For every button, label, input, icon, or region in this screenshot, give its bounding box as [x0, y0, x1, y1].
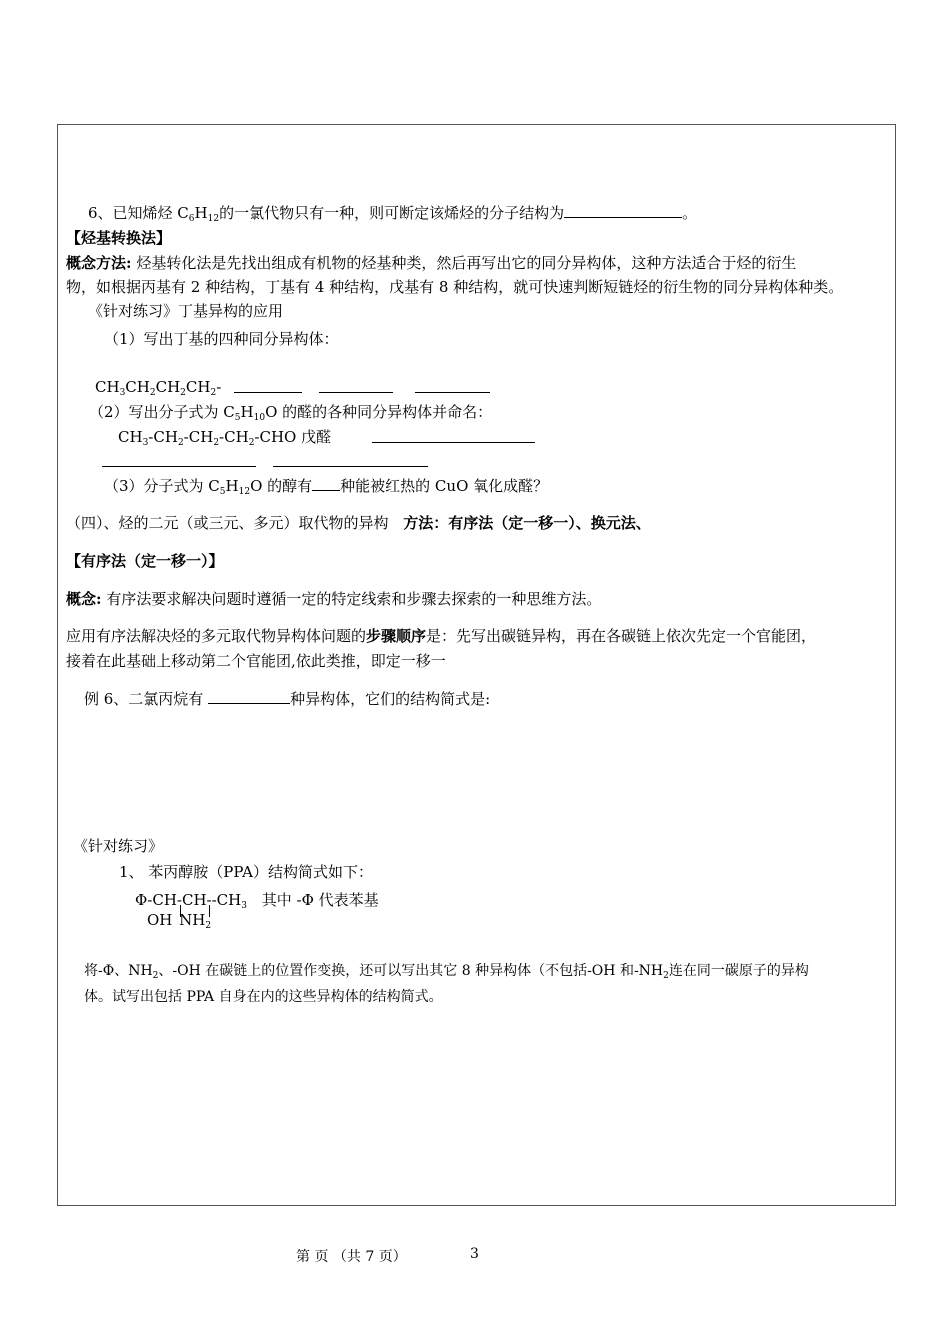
pentanal-c: -CH	[183, 428, 214, 446]
concept-1-label: 概念方法:	[66, 254, 132, 272]
ppa-formula	[135, 890, 379, 910]
apply-bold: 步骤顺序	[366, 627, 427, 645]
ppa-chain-sub: 3	[241, 901, 247, 911]
p3-h: H	[225, 477, 239, 495]
para-1c: 连在同一碳原子的异构	[668, 963, 809, 979]
q6-end: 。	[682, 204, 698, 222]
heading-ordered-method: 【有序法（定一移一）】	[66, 552, 224, 570]
footer-page-info: 第 页 （共 7 页）	[296, 1249, 407, 1265]
q6-answer-blank[interactable]	[564, 203, 682, 218]
p2-suffix: O 的醛的各种同分异构体并命名：	[265, 403, 493, 421]
butyl-blank-2[interactable]	[319, 378, 393, 393]
pentanal-sub-2: 2	[177, 438, 184, 448]
concept-2	[66, 589, 601, 609]
practice-1-item-2	[89, 402, 492, 422]
practice-1-item-1: （1）写出丁基的四种同分异构体：	[104, 330, 339, 348]
p3-sub-2: 12	[238, 487, 251, 497]
butyl-blank-1[interactable]	[234, 378, 302, 393]
pentanal-sub-1: 3	[142, 438, 149, 448]
question-6	[88, 203, 697, 223]
q6-sub2: 12	[207, 214, 220, 224]
butyl-part-e: -	[216, 378, 222, 396]
p2-sub-2: 10	[253, 413, 266, 423]
para-1b: 、-OH 在碳链上的位置作变换，还可以写出其它 8 种异构体（不包括-OH 和-NH	[158, 963, 664, 979]
apply-line-1	[66, 626, 816, 646]
p3-sub-1: 5	[219, 487, 226, 497]
pentanal-e: -CHO 戊醛	[254, 428, 332, 446]
section-4-text: （四）、烃的二元（或三元、多元）取代物的异构	[66, 514, 389, 532]
butyl-blank-3[interactable]	[415, 378, 490, 393]
p3-prefix: （3）分子式为 C	[104, 477, 220, 495]
practice-1-item-3	[104, 476, 548, 496]
apply-b: 是：先写出碳链异构，再在各碳链上依次先定一个官能团，	[426, 627, 817, 645]
example-6	[84, 689, 490, 709]
ppa-substituents	[147, 910, 211, 930]
p2-h: H	[240, 403, 254, 421]
footer-page-number: 3	[470, 1246, 479, 1262]
practice-2-item-1: 1、 苯丙醇胺（PPA）结构简式如下：	[119, 863, 373, 881]
butyl-sub-4: 2	[210, 388, 217, 398]
concept-1-line-2: 物，如根据丙基有 2 种结构，丁基有 4 种结构，戊基有 8 种结构，就可快速判断短链烃的衍生物的同分异构体种类。	[66, 278, 844, 296]
aldehyde-blank-1[interactable]	[372, 428, 535, 443]
practice-1-title: 《针对练习》丁基异构的应用	[88, 302, 284, 320]
pentanal-formula	[118, 427, 331, 447]
q6-h: H	[194, 204, 208, 222]
q6-suffix: 的一氯代物只有一种，则可断定该烯烃的分子结构为	[219, 204, 565, 222]
butyl-part-b: CH	[125, 378, 150, 396]
apply-line-2: 接着在此基础上移动第二个官能团,依此类推，即定一移一	[66, 652, 446, 670]
ppa-nh-sub: 2	[205, 921, 212, 931]
concept-1-text-1: 烃基转化法是先找出组成有机物的烃基种类，然后再写出它的同分异构体，这种方法适合于烃的衍生	[136, 254, 797, 272]
ppa-paragraph-line-2: 体。试写出包括 PPA 自身在内的这些异构体的结构简式。	[84, 989, 443, 1005]
section-4-heading	[66, 513, 651, 533]
q6-sub1: 6	[188, 214, 195, 224]
concept-2-label: 概念:	[66, 590, 102, 608]
practice-2-title: 《针对练习》	[73, 837, 164, 855]
pentanal-sub-3: 2	[213, 438, 220, 448]
butyl-sub-2: 2	[149, 388, 156, 398]
ppa-oh: OH	[147, 911, 173, 929]
ex6-answer-blank[interactable]	[208, 689, 290, 704]
butyl-part-d: CH	[185, 378, 211, 396]
pentanal-d: -CH	[219, 428, 249, 446]
para-1s: 2	[152, 971, 159, 981]
alcohol-count-blank[interactable]	[312, 476, 340, 491]
concept-1-line-1	[66, 253, 796, 273]
butyl-formula	[95, 377, 221, 397]
heading-hydrocarbyl-conversion: 【烃基转换法】	[66, 229, 172, 247]
butyl-part-a: CH	[95, 378, 120, 396]
p3-mid: O 的醇有	[250, 477, 313, 495]
ppa-nh: NH	[179, 911, 206, 929]
para-1s2: 2	[663, 971, 669, 981]
apply-a: 应用有序法解决烃的多元取代物异构体问题的	[66, 627, 367, 645]
ex6-suffix: 种异构体，它们的结构简式是:	[290, 690, 491, 708]
butyl-sub-3: 2	[180, 388, 186, 398]
pentanal-sub-4: 2	[248, 438, 255, 448]
p2-prefix: （2）写出分子式为 C	[89, 403, 235, 421]
ppa-note: 其中 -Φ 代表苯基	[261, 891, 379, 909]
pentanal-b: -CH	[148, 428, 178, 446]
aldehyde-blank-3[interactable]	[273, 452, 428, 467]
aldehyde-blank-2[interactable]	[102, 452, 256, 467]
butyl-sub-1: 3	[119, 388, 126, 398]
p3-suffix: 种能被红热的 CuO 氧化成醛？	[340, 477, 549, 495]
section-4-method: 方法：有序法（定一移一）、换元法、	[403, 514, 651, 532]
para-1a: 将-Φ、NH	[84, 963, 153, 979]
concept-2-text: 有序法要求解决问题时遵循一定的特定线索和步骤去探索的一种思维方法。	[106, 590, 602, 608]
butyl-part-c: CH	[155, 378, 181, 396]
ppa-chain: Φ-CH-CH--CH	[135, 891, 242, 909]
ppa-paragraph-line-1	[84, 961, 809, 981]
q6-prefix: 6、已知烯烃 C	[88, 204, 189, 222]
p2-sub-1: 5	[234, 413, 241, 423]
pentanal-a: CH	[118, 428, 143, 446]
ex6-prefix: 例 6、二氯丙烷有	[84, 690, 204, 708]
